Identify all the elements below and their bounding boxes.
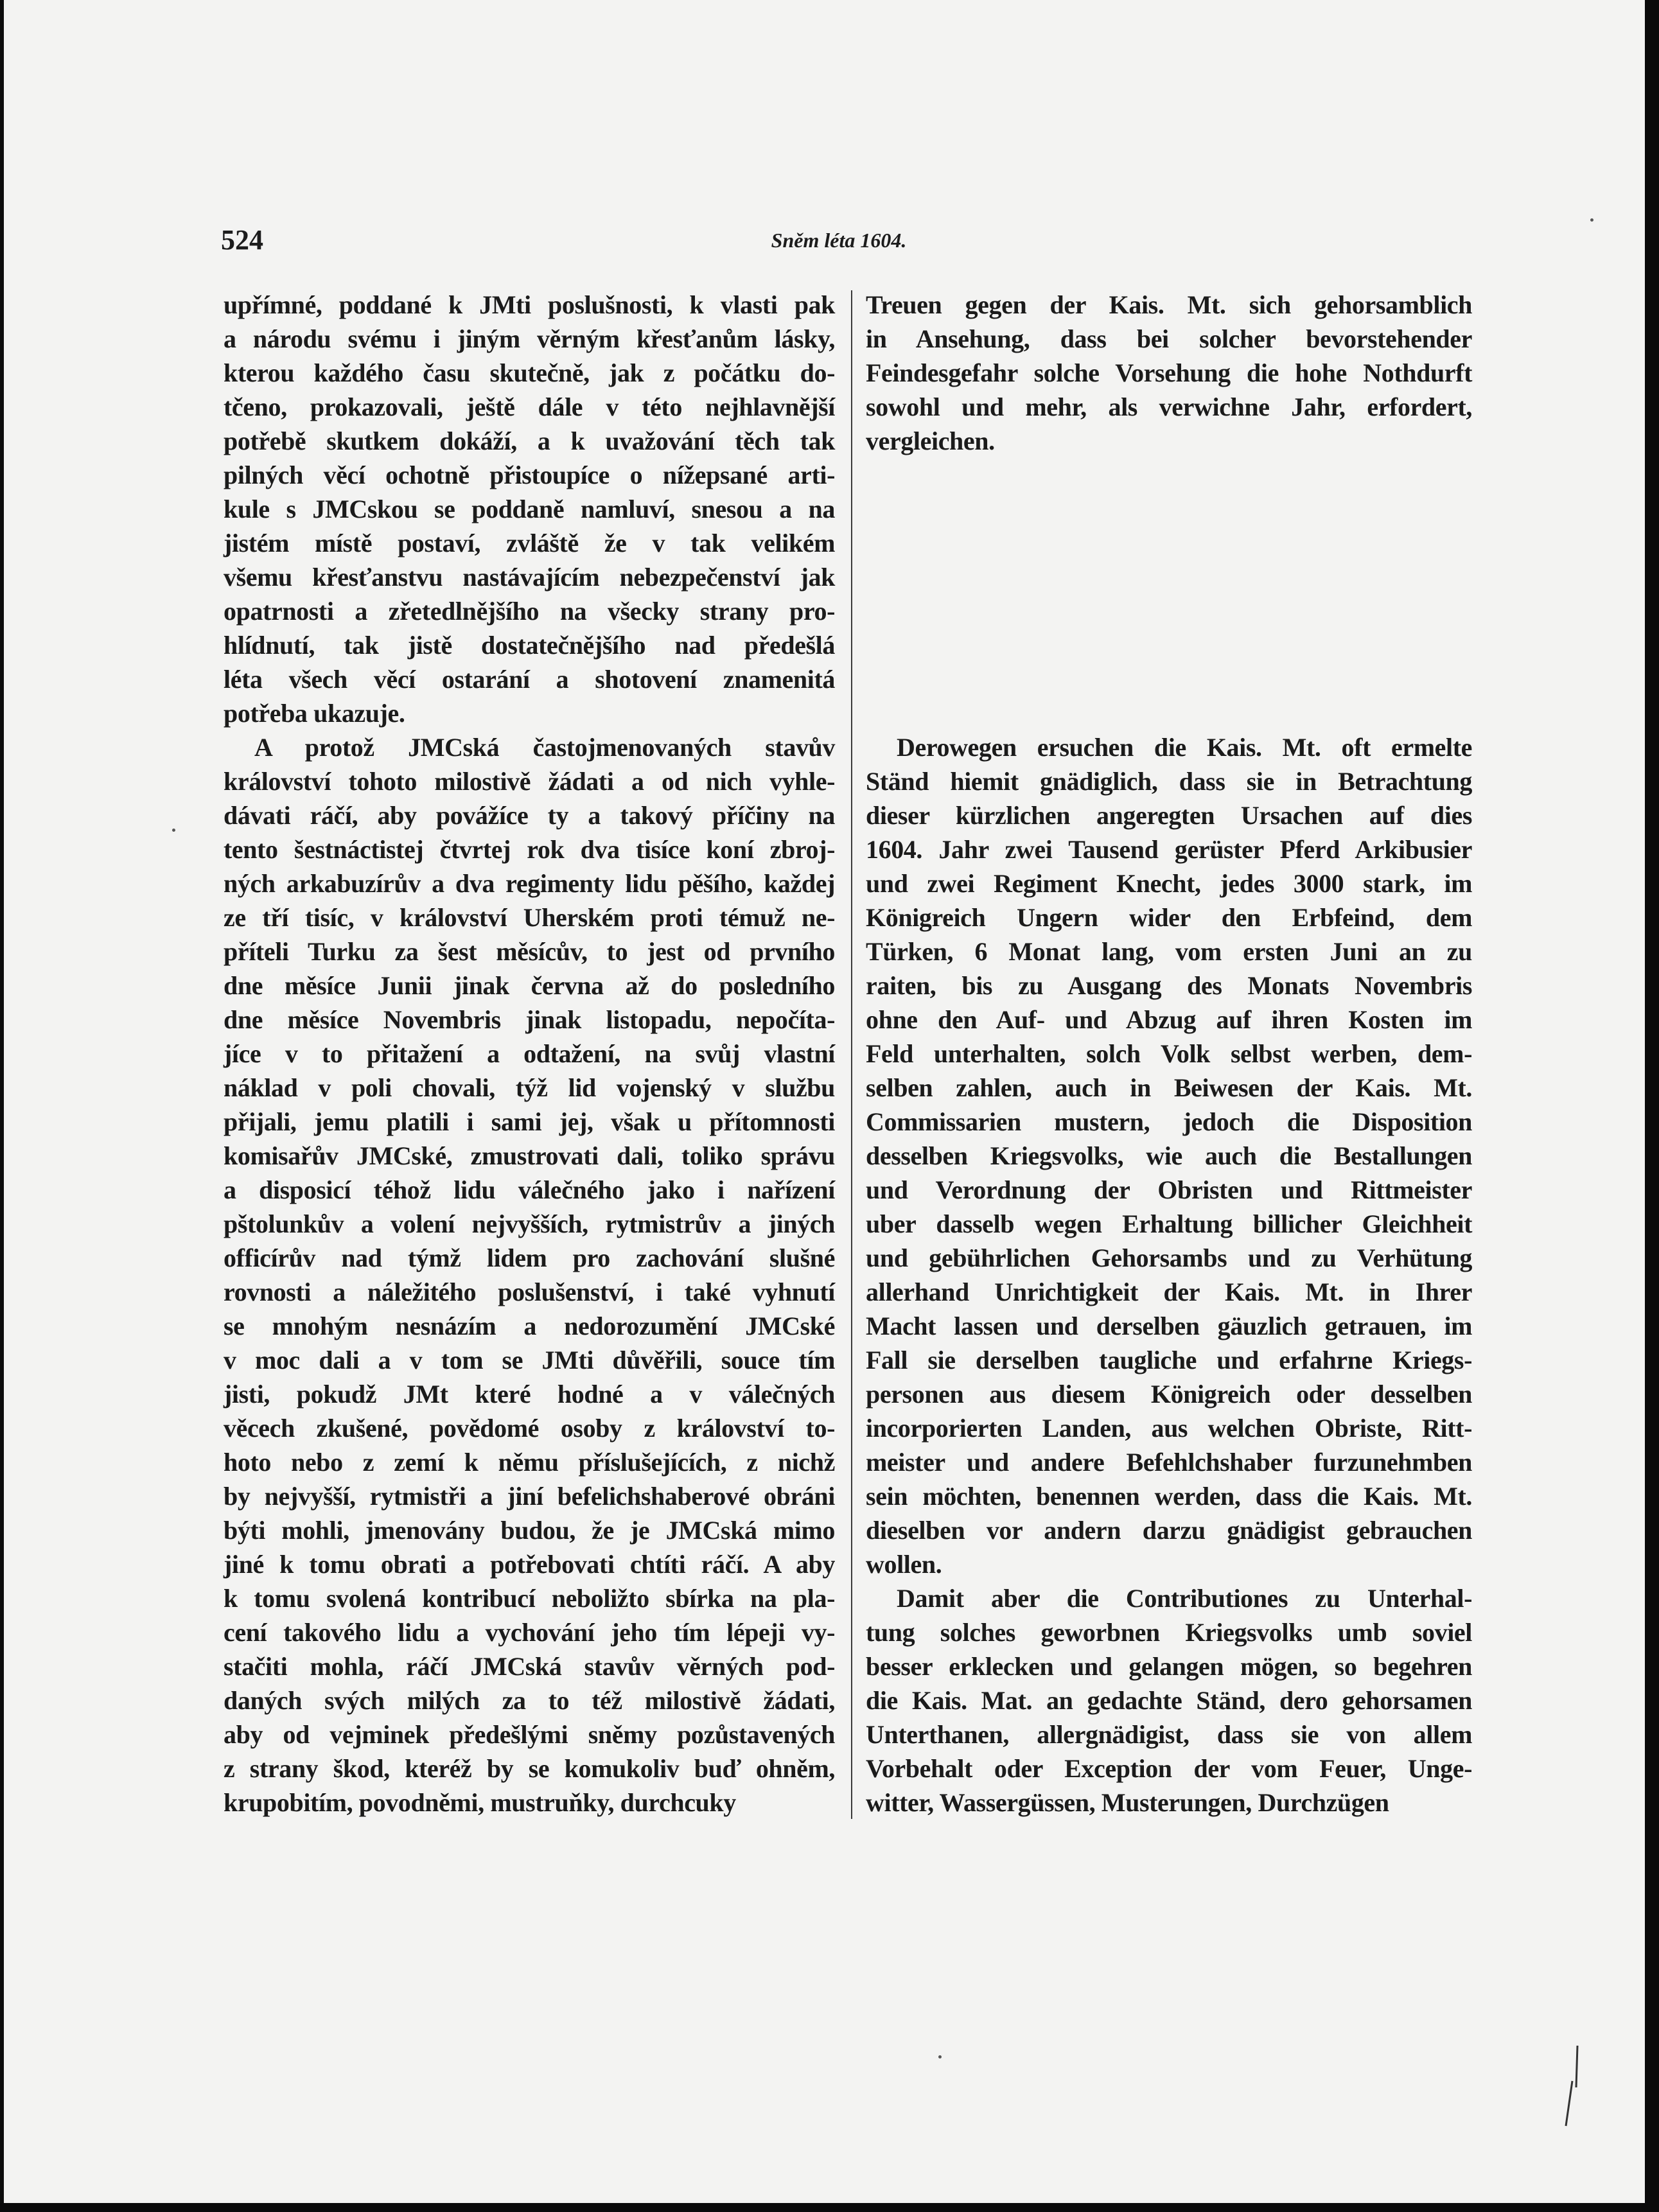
text-line: jiné k tomu obrati a potřebovati chtíti ráčí. A aby [224,1550,835,1579]
text-line: příteli Turku za šest měsícův, to jest od prvního [224,937,835,966]
scan-border [1645,0,1659,2212]
text-line: sowohl und mehr, als verwichne Jahr, erfordert, [866,392,1472,421]
scan-speck [172,829,175,832]
text-line: ohne den Auf- und Abzug auf ihren Kosten im [866,1005,1472,1034]
text-line: Feld unterhalten, solch Volk selbst werben, dem- [866,1039,1472,1068]
text-line: Treuen gegen der Kais. Mt. sich gehorsamblich [866,290,1472,319]
text-line: pštolunkův a volení nejvyšších, rytmistrův a jiných [224,1209,835,1238]
text-line: věcech zkušené, povědomé osoby z království to- [224,1414,835,1443]
text-line: witter, Wassergüssen, Musterungen, Durchzügen [866,1788,1389,1817]
text-line: jistém místě postaví, zvláště že v tak velikém [224,529,835,557]
text-line: tung solches geworbnen Kriegsvolks umb soviel [866,1618,1472,1647]
blank-space [866,492,1472,526]
text-line: personen aus diesem Königreich oder desselben [866,1380,1472,1409]
text-line: und gebührlichen Gehorsambs und zu Verhütung [866,1243,1472,1272]
text-line: komisařův JMCské, zmustrovati dali, toliko správu [224,1141,835,1170]
blank-space [866,696,1472,730]
text-line: sein möchten, benennen werden, dass die Kais. Mt. [866,1482,1472,1511]
text-line: A protož JMCská častojmenovaných stavův [254,733,835,762]
text-line: Derowegen ersuchen die Kais. Mt. oft ermelte [897,733,1472,762]
text-line: dávati ráčí, aby povážíce ty a takový příčiny na [224,801,835,830]
text-line: Damit aber die Contributiones zu Unterhal- [897,1584,1472,1613]
scan-speck [1590,218,1593,222]
text-line: 1604. Jahr zwei Tausend gerüster Pferd Arkibusier [866,835,1472,864]
text-line: ných arkabuzírův a dva regimenty lidu pěšího, každej [224,869,835,898]
text-line: uber dasselb wegen Erhaltung billicher Gleichheit [866,1209,1472,1238]
text-line: cení takového lidu a vychování jeho tím lépeji vy- [224,1618,835,1647]
text-line: und Verordnung der Obristen und Rittmeister [866,1175,1472,1204]
blank-space [866,458,1472,492]
text-line: jíce v to přitažení a odtažení, na svůj vlastní [224,1039,835,1068]
text-line: Ständ hiemit gnädiglich, dass sie in Betrachtung [866,767,1472,796]
page-number: 524 [221,224,263,256]
german-column [866,288,1472,1820]
text-line: léta všech věcí ostarání a shotovení znamenitá [224,665,835,694]
text-line: allerhand Unrichtigkeit der Kais. Mt. in Ihrer [866,1277,1472,1306]
text-line: potřeba ukazuje. [224,699,405,728]
text-line: Feindesgefahr solche Vorsehung die hohe Nothdurft [866,358,1472,387]
text-line: Vorbehalt oder Exception der vom Feuer, Unge- [866,1754,1472,1783]
paragraph [224,288,835,730]
text-line: selben zahlen, auch in Beiwesen der Kais. Mt. [866,1073,1472,1102]
text-line: všemu křesťanstvu nastávajícím nebezpečenství jak [224,563,835,592]
text-line: opatrnosti a zřetedlnějšího na všecky strany pro- [224,597,835,626]
blank-space [866,662,1472,696]
text-line: Commissarien mustern, jedoch die Disposition [866,1107,1472,1136]
paragraph [866,1581,1472,1820]
text-line: stačiti mohla, ráčí JMCská stavův věrných pod- [224,1652,835,1681]
text-line: by nejvyšší, rytmistři a jiní befelichshaberové obráni [224,1482,835,1511]
text-line: in Ansehung, dass bei solcher bevorstehender [866,324,1472,353]
text-line: vergleichen. [866,426,995,455]
text-line: incorporierten Landen, aus welchen Obriste, Ritt- [866,1414,1472,1443]
blank-space [866,526,1472,560]
text-line: kule s JMCskou se poddaně namluví, snesou a na [224,495,835,523]
scan-scratch [1552,2042,1590,2132]
text-line: pilných věcí ochotně přistoupíce o nížepsané arti- [224,461,835,489]
running-title: Sněm léta 1604. [771,229,907,252]
scanned-page [4,0,1645,2203]
text-line: dieselben vor andern darzu gnädigist gebrauchen [866,1516,1472,1545]
text-line: desselben Kriegsvolks, wie auch die Bestallungen [866,1141,1472,1170]
paragraph [866,730,1472,1581]
text-line: und zwei Regiment Knecht, jedes 3000 stark, im [866,869,1472,898]
text-line: besser erklecken und gelangen mögen, so begehren [866,1652,1472,1681]
blank-space [866,594,1472,628]
paragraph [866,288,1472,458]
text-line: officírův nad týmž lidem pro zachování slušné [224,1243,835,1272]
blank-space [866,628,1472,662]
text-line: aby od vejminek předešlými sněmy pozůstavených [224,1720,835,1749]
text-line: Türken, 6 Monat lang, vom ersten Juni an zu [866,937,1472,966]
text-line: náklad v poli chovali, týž lid vojenský v službu [224,1073,835,1102]
text-line: upřímné, poddané k JMti poslušnosti, k vlasti pak [224,290,835,319]
text-line: z strany škod, kteréž by se komukoliv buď ohněm, [224,1754,835,1783]
text-line: k tomu svolená kontribucí neboližto sbírka na pla- [224,1584,835,1613]
text-line: meister und andere Befehlchshaber furzunehmben [866,1448,1472,1477]
text-line: dne měsíce Novembris jinak listopadu, nepočíta- [224,1005,835,1034]
text-line: dieser kürzlichen angeregten Ursachen auf dies [866,801,1472,830]
text-line: die Kais. Mat. an gedachte Ständ, dero gehorsamen [866,1686,1472,1715]
text-line: wollen. [866,1550,942,1579]
text-line: dne měsíce Junii jinak června až do posledního [224,971,835,1000]
paragraph [224,730,835,1820]
text-line: království tohoto milostivě žádati a od nich vyhle- [224,767,835,796]
text-line: Macht lassen und derselben gäuzlich getrauen, im [866,1312,1472,1340]
text-line: v moc dali a v tom se JMti důvěřili, souce tím [224,1346,835,1374]
text-line: ze tří tisíc, v království Uherském proti témuž ne- [224,903,835,932]
text-line: tento šestnáctistej čtvrtej rok dva tisíce koní zbroj- [224,835,835,864]
text-line: se mnohým nesnázím a nedorozumění JMCské [224,1312,835,1340]
text-line: raiten, bis zu Ausgang des Monats Novembris [866,971,1472,1000]
text-line: Unterthanen, allergnädigist, dass sie von allem [866,1720,1472,1749]
text-line: hoto nebo z zemí k němu příslušejících, z nichž [224,1448,835,1477]
text-line: a disposicí téhož lidu válečného jako i nařízení [224,1175,835,1204]
text-line: jisti, pokudž JMt které hodné a v válečných [224,1380,835,1409]
text-line: Königreich Ungern wider den Erbfeind, dem [866,903,1472,932]
czech-column [224,288,835,1820]
text-line: tčeno, prokazovali, ještě dále v této nejhlavnější [224,392,835,421]
text-line: býti mohli, jmenovány budou, že je JMCská mimo [224,1516,835,1545]
scan-border [0,2203,1659,2212]
text-line: daných svých milých za to též milostivě žádati, [224,1686,835,1715]
text-line: kterou každého času skutečně, jak z počátku do- [224,358,835,387]
text-line: a národu svému i jiným věrným křesťanům lásky, [224,324,835,353]
text-line: potřebě skutkem dokáží, a k uvažování těch tak [224,426,835,455]
column-divider [851,290,852,1819]
blank-space [866,560,1472,594]
text-line: krupobitím, povodněmi, mustruňky, durchcuky [224,1788,736,1817]
text-line: rovnosti a náležitého poslušenství, i také vyhnutí [224,1277,835,1306]
text-line: hlídnutí, tak jistě dostatečnějšího nad předešlá [224,631,835,660]
text-line: Fall sie derselben taugliche und erfahrne Kriegs- [866,1346,1472,1374]
scan-speck [938,2055,942,2058]
text-line: přijali, jemu platili i sami jej, však u přítomnosti [224,1107,835,1136]
